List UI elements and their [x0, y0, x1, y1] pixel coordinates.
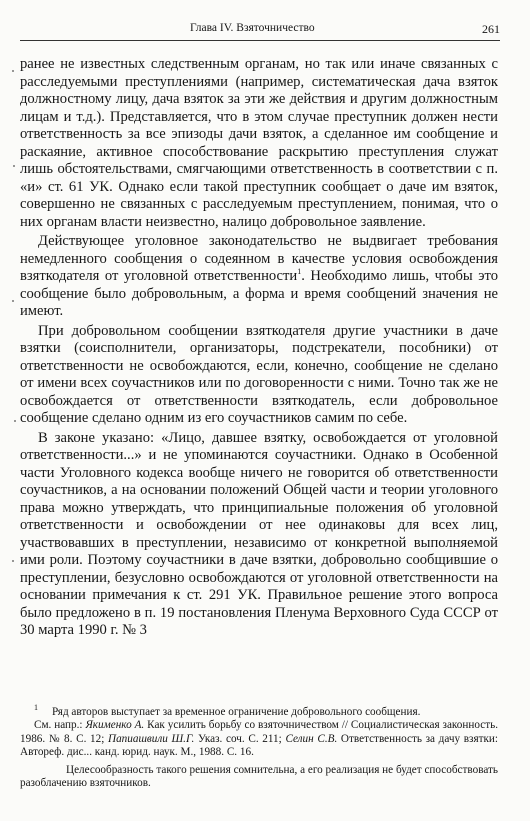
running-header — [20, 20, 500, 40]
paragraph-1: ранее не известных следственным органам, но так или иначе связанных с расследуемыми преступлениями (например, систематическая дача взяток должностному лицу, дача взяток за эти же действия и другим должностным лицам и т.д.). Представляется, что в этом случае преступник должен нести ответственность за все эпизоды дачи взяток, а сделанное им сообщение и раскаяние, активное способствование раскрытию преступления служат лишь обстоятельствами, смягчающими ответственность в соответствии с п. «и» ст. 61 УК. Однако если такой преступник сообщает о даче им взяток, совершенно не связанных с расследуемым преступлением, понимая, что о них органам власти неизвестно, налицо добровольное заявление. — [20, 56, 498, 230]
paragraph-4: В законе указано: «Лицо, давшее взятку, освобождается от уголовной ответственности...» и не упоминаются соучастники. Однако в Особенной части Уголовного кодекса вообще ничего не говорится об ответственности соучастников, а на основании положений Общей части и теории уголовного права можно утверждать, что принципиальные положения об уголовной ответственности и освобождении от нее одинаковы для всех лиц, участвовавших в преступлении, независимо от конкретной выполняемой ими роли. Поэтому соучастники в даче взятки, добровольно сообщившие о преступлении, безусловно освобождаются от уголовной ответственности на основании примечания к ст. 291 УК. Правильное решение этого вопроса было предложено в п. 19 постановления Пленума Верховного Суда СССР от 30 марта 1990 г. № 3 — [20, 429, 498, 638]
footnote-ref-1: 1 — [297, 267, 302, 277]
footnote-author-3: Селин С.В. — [285, 732, 338, 745]
footnote-ref-prefix: См. напр.: — [34, 719, 86, 732]
header-rule — [20, 40, 500, 41]
footnote-1-text: Ряд авторов выступает за временное ограничение добровольного сообщения. — [52, 706, 421, 718]
scan-speck — [12, 70, 14, 72]
footnote-ref-text-1: Как усилить борьбу со взяточничеством // Социалистическая законность. 1986. № 8. С. 12; — [20, 719, 498, 745]
footnote-ref-text-3: Ответственность за дачу взятки: Автореф. дис... канд. юрид. наук. М., 1988. С. 16. — [20, 732, 499, 759]
footnote-author-1: Якименко А. — [85, 719, 145, 732]
scan-speck — [13, 165, 15, 167]
footnote-ref-text-2: Указ. соч. С. 211; — [194, 732, 286, 745]
chapter-title: Глава IV. Взяточничество — [190, 22, 315, 34]
footnote-author-2: Папиашвили Ш.Г. — [108, 732, 195, 745]
paragraph-3: При добровольном сообщении взяткодателя другие участники в даче взятки (соисполнители, организаторы, подстрекатели, пособники) от ответственности не освобождаются, если, конечно, сообщение не сделано от имени всех соучастников или по договоренности с ними. Точно так же не освобождается от ответственности взяткодатель, если добровольное сообщение сделано одним из его соучастников самим по себе. — [20, 322, 498, 426]
paragraph-2-text-b: . Необходимо лишь, чтобы это сообщение было добровольным, а форма и время сообщений значения не имеют. — [20, 268, 498, 319]
paragraph-2-text-a: Действующее уголовное законодательство не выдвигает требования немедленного сообщения о содеянном в качестве условия освобождения взяткодателя от уголовной ответственности — [20, 233, 498, 284]
page-number: 261 — [482, 22, 500, 36]
footnote-1: $^1$ Ряд авторов выступает за временное ограничение добровольного сообщения. — [34, 703, 421, 718]
scan-speck — [12, 560, 14, 562]
footnote-1-references — [20, 719, 498, 759]
scan-speck — [14, 420, 16, 422]
main-text — [20, 56, 498, 640]
footnotes — [20, 703, 499, 790]
paragraph-2 — [20, 233, 498, 321]
scan-speck — [12, 300, 14, 302]
footnote-1-comment: Целесообразность такого решения сомнительна, а его реализация не будет способствовать разоблачению взяточников. — [20, 763, 498, 790]
